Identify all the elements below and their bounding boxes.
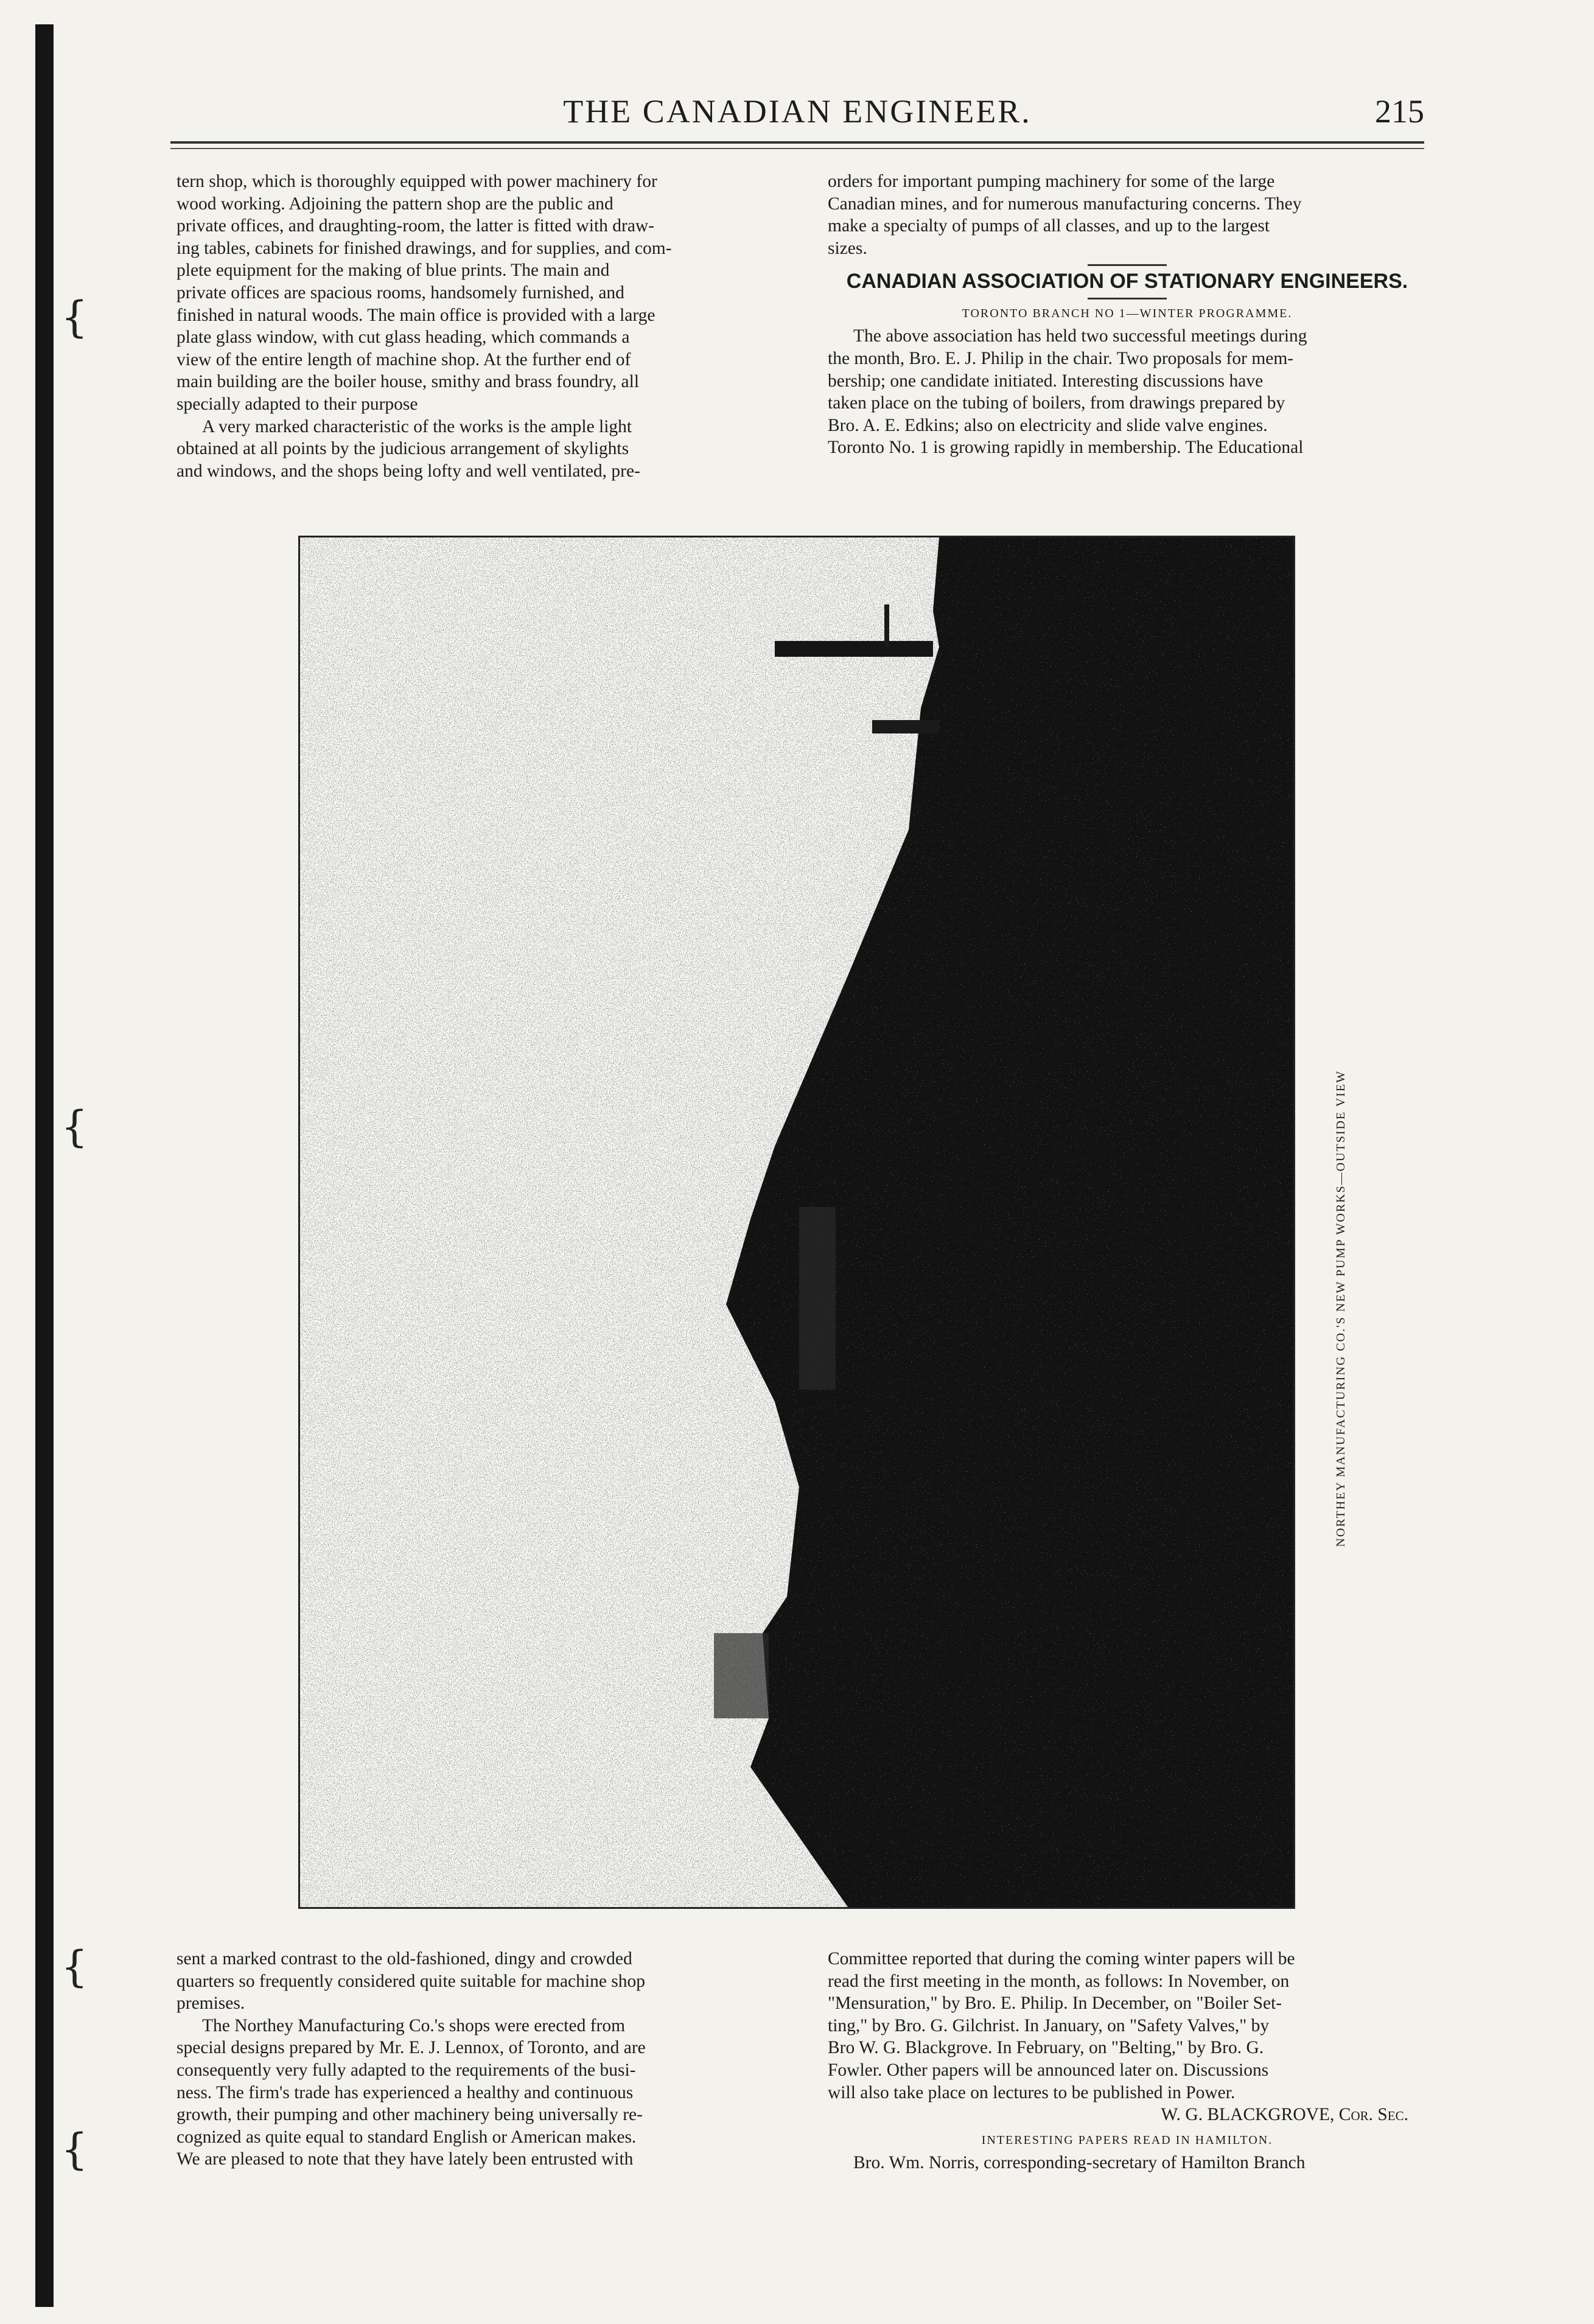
text-line: Bro. A. E. Edkins; also on electricity and slide valve engines. [828, 415, 1268, 435]
text-line: main building are the boiler house, smithy and brass foundry, all [177, 372, 640, 392]
text-line: sent a marked contrast to the old-fashioned, dingy and crowded [177, 1949, 632, 1969]
text-line: private offices are spacious rooms, handsomely furnished, and [177, 282, 624, 303]
text-line: tern shop, which is thoroughly equipped with power machinery for [177, 172, 657, 191]
text-line: plete equipment for the making of blue prints. The main and [177, 261, 610, 281]
journal-title: THE CANADIAN ENGINEER. [563, 93, 1032, 130]
margin-bracket-mark: { [61, 1942, 88, 1992]
text-line: Bro W. G. Blackgrove. In February, on "Belting," by Bro. G. [828, 2038, 1264, 2058]
text-line: taken place on the tubing of boilers, from drawings prepared by [828, 393, 1285, 413]
margin-bracket-mark: { [61, 2124, 88, 2174]
text-line: bership; one candidate initiated. Interesting discussions have [828, 371, 1264, 391]
text-line: quarters so frequently considered quite suitable for machine shop [177, 1971, 646, 1991]
header-rule [170, 141, 1424, 144]
text-line: We are pleased to note that they have lately been entrusted with [177, 2149, 634, 2169]
column-top-right [828, 170, 1427, 459]
text-line: Canadian mines, and for numerous manufacturing concerns. They [828, 194, 1302, 214]
text-line: view of the entire length of machine shop. At the further end of [177, 349, 631, 369]
section-rule [1088, 298, 1167, 299]
halftone-photo-svg [300, 537, 1293, 1907]
text-line: Bro. Wm. Norris, corresponding-secretary of Hamilton Branch [853, 2152, 1306, 2172]
page-number: 215 [1375, 93, 1424, 130]
text-line: Toronto No. 1 is growing rapidly in membership. The Educational [828, 438, 1304, 458]
text-line: A very marked characteristic of the works is the ample light [202, 416, 632, 436]
signature-line: W. G. BLACKGROVE, Cor. Sec. [1161, 2105, 1408, 2125]
text-line: Committee reported that during the coming winter papers will be [828, 1949, 1295, 1969]
text-line: ing tables, cabinets for finished drawings, and for supplies, and com- [177, 238, 672, 258]
section-rule [1088, 264, 1167, 266]
text-line: Fowler. Other papers will be announced later on. Discussions [828, 2060, 1269, 2080]
text-line: sizes. [828, 238, 867, 258]
text-line: orders for important pumping machinery for some of the large [828, 172, 1275, 191]
section-subheading: INTERESTING PAPERS READ IN HAMILTON. [981, 2133, 1273, 2147]
text-line: obtained at all points by the judicious arrangement of skylights [177, 439, 629, 459]
text-line: and windows, and the shops being lofty and well ventilated, pre- [177, 461, 640, 481]
binding-edge [35, 24, 54, 2307]
text-line: finished in natural woods. The main office is provided with a large [177, 305, 655, 325]
section-heading: CANADIAN ASSOCIATION OF STATIONARY ENGINEERS. [846, 270, 1408, 293]
margin-bracket-mark: { [61, 292, 88, 342]
text-line: the month, Bro. E. J. Philip in the chair. Two proposals for mem- [828, 348, 1294, 368]
margin-bracket-mark: { [61, 1102, 88, 1152]
column-top-left [177, 170, 783, 482]
text-line: ting," by Bro. G. Gilchrist. In January, on "Safety Valves," by [828, 2015, 1270, 2035]
column-bottom-left [177, 1948, 783, 2171]
running-head [170, 90, 1424, 133]
header-rule [170, 148, 1424, 149]
text-line: wood working. Adjoining the pattern shop are the public and [177, 194, 613, 214]
figure-caption [1332, 1035, 1350, 1583]
text-line: make a specialty of pumps of all classes, and up to the largest [828, 216, 1270, 236]
text-line: ness. The firm's trade has experienced a healthy and continuous [177, 2082, 634, 2102]
text-line: "Mensuration," by Bro. E. Philip. In December, on "Boiler Set- [828, 1993, 1282, 2014]
column-bottom-right [828, 1948, 1427, 2174]
text-line: cognized as quite equal to standard English or American makes. [177, 2127, 637, 2147]
figure-caption-text: NORTHEY MANUFACTURING CO.'S NEW PUMP WORKS—OUTSIDE VIEW [1334, 1070, 1348, 1547]
text-line: private offices, and draughting-room, the latter is fitted with draw- [177, 216, 655, 236]
text-line: specially adapted to their purpose [177, 394, 418, 414]
text-line: premises. [177, 1993, 245, 2014]
text-line: special designs prepared by Mr. E. J. Lennox, of Toronto, and are [177, 2038, 646, 2058]
text-line: The above association has held two successful meetings during [853, 326, 1307, 346]
text-line: growth, their pumping and other machinery being universally re- [177, 2105, 643, 2125]
text-line: consequently very fully adapted to the requirements of the busi- [177, 2060, 636, 2080]
text-line: read the first meeting in the month, as follows: In November, on [828, 1971, 1290, 1991]
text-line: will also take place on lectures to be published in Power. [828, 2082, 1236, 2102]
pump-works-photograph [298, 536, 1295, 1909]
section-subheading: TORONTO BRANCH NO 1—WINTER PROGRAMME. [962, 307, 1293, 321]
text-line: plate glass window, with cut glass heading, which commands a [177, 327, 630, 348]
text-line: The Northey Manufacturing Co.'s shops were erected from [202, 2015, 626, 2035]
